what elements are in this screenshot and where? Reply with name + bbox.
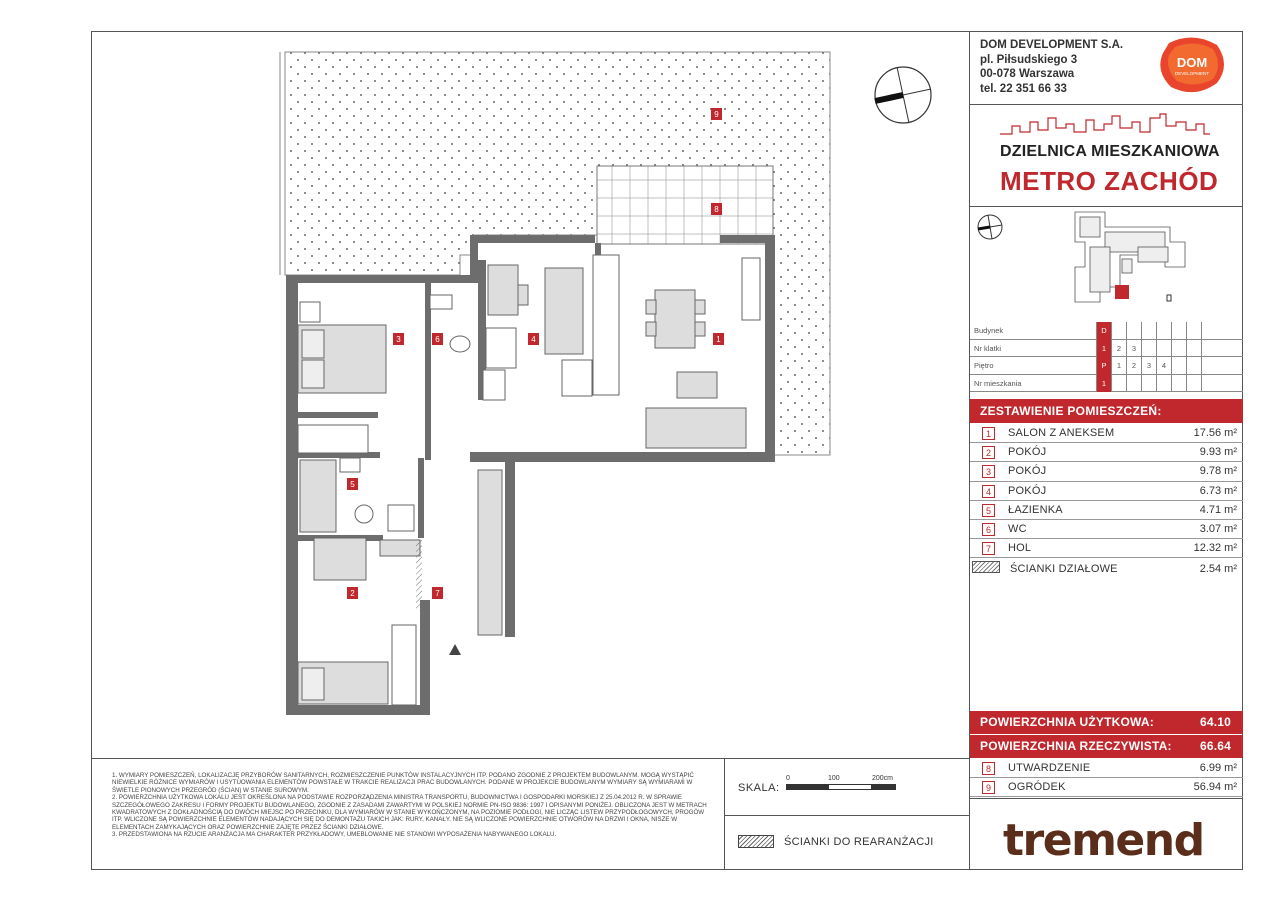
entrance-arrow-icon (449, 644, 461, 655)
svg-text:9: 9 (714, 110, 719, 119)
company-name: DOM DEVELOPMENT S.A. (980, 39, 1124, 51)
floor-plan (92, 32, 968, 757)
partition-hatch-swatch (972, 561, 1000, 573)
svg-text:8: 8 (714, 205, 719, 214)
grid-cell-apartment-1: 1 (1096, 375, 1111, 393)
company-info (980, 38, 1123, 96)
svg-text:1: 1 (716, 335, 721, 344)
grid-cell-floor-1: 1 (1111, 357, 1126, 375)
company-phone: tel. 22 351 66 33 (980, 82, 1067, 95)
grid-label-apartment: Nr mieszkania (974, 378, 1022, 388)
project-title-line2: METRO ZACHÓD (1000, 166, 1219, 196)
grid-row-floor (970, 357, 1243, 375)
outdoor-list (970, 759, 1243, 797)
outdoor-row: 8 UTWARDZENIE 6.99 m² (970, 759, 1243, 778)
grid-cell-staircase-1: 1 (1096, 340, 1111, 358)
grid-row-apartment (970, 375, 1243, 393)
frame-divider-legend (724, 758, 725, 870)
outdoor-row: 9 OGRÓDEK 56.94 m² (970, 778, 1243, 797)
note-1: 1. WYMIARY POMIESZCZEŃ, LOKALIZACJĘ PRZYBORÓW SANITARNYCH, ROZMIESZCZENIE PUNKTÓW INSTALACYJNYCH ITP. PODANO ZGODNIE Z PROJEKTEM BUDOWLANYM. MOGĄ WYSTĄPIĆ NIEWIELKIE RÓŻNICE WYMIARÓW I USYTUOWANIA ELEMENTÓW POWSTAŁE W TRAKCIE REALIZACJI PRAC BUDOWLANYCH. PODANE W PROJEKCIE BUDOWLANYM WYMIARY SĄ WYMIARAMI W ŚWIETLE PIONOWYCH PRZEGRÓD (ŚCIAN) W STANIE SUROWYM. (112, 772, 694, 794)
grid-cell-staircase-3: 3 (1126, 340, 1141, 358)
room-row: 7 HOL 12.32 m² (970, 539, 1243, 558)
grid-row-building (970, 322, 1243, 340)
grid-cell-floor-4: 4 (1156, 357, 1171, 375)
grid-row-staircase (970, 340, 1243, 358)
usable-area: POWIERZCHNIA UŻYTKOWA: 64.10 (970, 711, 1243, 734)
separator (970, 798, 1243, 799)
rearrangement-hatch-swatch (738, 835, 774, 848)
svg-text:5: 5 (350, 480, 355, 489)
svg-text:DEVELOPMENT: DEVELOPMENT (1174, 71, 1210, 76)
terrace-area (597, 166, 773, 244)
svg-text:3: 3 (396, 335, 401, 344)
rearrangement-legend: ŚCIANKI DO REARANŻACJI (784, 836, 934, 848)
compass-icon (875, 67, 931, 123)
dom-development-logo (1155, 37, 1230, 95)
furniture (298, 255, 760, 705)
grid-cell-floor-2: 2 (1126, 357, 1141, 375)
room-row: 5 ŁAZIENKA 4.71 m² (970, 501, 1243, 520)
company-address2: 00-078 Warszawa (980, 68, 1075, 80)
scale-bar (786, 784, 896, 790)
site-key-plan (970, 207, 1243, 320)
partition-walls-row: ŚCIANKI DZIAŁOWE 2.54 m² (970, 558, 1243, 581)
legal-notes (112, 772, 712, 839)
svg-text:DOM: DOM (1176, 55, 1208, 70)
note-3: 3. PRZEDSTAWIONA NA RZUCIE ARANŻACJA MA CHARAKTER PRZYKŁADOWY, UMEBLOWANIE NIE STANOWI WYPOSAŻENIA NABYWANEGO LOKALU. (112, 831, 557, 839)
rooms-list (970, 424, 1243, 581)
grid-cell-floor-3: 3 (1141, 357, 1156, 375)
real-area: POWIERZCHNIA RZECZYWISTA: 66.64 (970, 735, 1243, 758)
svg-text:2: 2 (350, 589, 355, 598)
grid-label-floor: Piętro (974, 361, 994, 370)
location-grid (970, 322, 1243, 392)
scale-tick-100: 100 (828, 775, 840, 782)
room-row: 2 POKÓJ 9.93 m² (970, 443, 1243, 462)
room-row: 6 WC 3.07 m² (970, 520, 1243, 539)
separator (970, 104, 1243, 105)
tremend-logo: tremend (1003, 815, 1204, 866)
room-row: 1 SALON Z ANEKSEM 17.56 m² (970, 424, 1243, 443)
svg-text:6: 6 (435, 335, 440, 344)
grid-cell-building-D: D (1096, 322, 1111, 340)
garden-area (280, 52, 830, 455)
grid-label-staircase: Nr klatki (974, 343, 1002, 353)
city-skyline-icon (1000, 112, 1210, 138)
scale-tick-200: 200cm (872, 775, 894, 782)
project-title-line1: DZIELNICA MIESZKANIOWA (1000, 143, 1220, 160)
room-row: 4 POKÓJ 6.73 m² (970, 482, 1243, 501)
grid-cell-floor-P: P (1096, 357, 1111, 375)
compass-small-icon (978, 215, 1002, 239)
grid-label-building: Budynek (974, 326, 1004, 335)
rooms-header: ZESTAWIENIE POMIESZCZEŃ: (970, 399, 1243, 423)
svg-text:7: 7 (435, 589, 440, 598)
scale-tick-0: 0 (786, 775, 790, 782)
frame-divider-legend-h (724, 815, 970, 816)
company-address1: pl. Piłsudskiego 3 (980, 53, 1078, 66)
room-row: 3 POKÓJ 9.78 m² (970, 462, 1243, 481)
frame-divider-bottom (91, 758, 970, 759)
scale-label: SKALA: (738, 782, 780, 794)
svg-text:4: 4 (531, 335, 536, 344)
note-2: 2. POWIERZCHNIA UŻYTKOWA LOKALU JEST OKREŚLONA NA PODSTAWIE ROZPORZĄDZENIA MINISTRA TRANSPORTU, BUDOWNICTWA I GOSPODARKI MORSKIEJ Z 25.04.2012 R. W SPRAWIE SZCZEGÓŁOWEGO ZAKRESU I FORMY PROJEKTU BUDOWLANEGO, ZGODNIE Z ZASADAMI ZAWARTYMI W POLSKIEJ NORMIE PN-ISO 9836: 1997 I OPISANYMI PONIŻEJ. OBLICZONA JEST W METRACH KWADRATOWYCH Z DOKŁADNOŚCIĄ DO DWÓCH MIEJSC PO PRZECINKU, DLA WYMIARÓW W STANIE WYKOŃCZONYM, NA POZIOMIE PODŁOGI, NIE LICZĄC LISTEW PRZYPODŁOGOWYCH, PROGÓW ITP. WLICZONE SĄ POWIERZCHNIE ELEMENTÓW NADAJĄCYCH SIĘ DO DEMONTAŻU TAKICH JAK: RURY, KANAŁY. NIE SĄ WLICZONE POWIERZCHNIE OTWORÓW NA DRZWI I OKNA, NISZE W ELEMENTACH ZAMYKAJĄCYCH ORAZ POWIERZCHNIE ZAJĘTE PRZEZ ŚCIANKI DZIAŁOWE. (112, 794, 707, 831)
grid-cell-staircase-2: 2 (1111, 340, 1126, 358)
